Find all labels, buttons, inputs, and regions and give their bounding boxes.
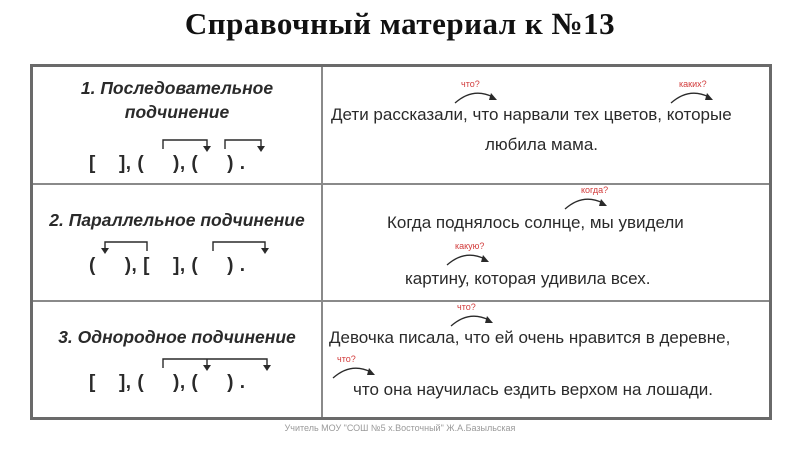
question-label: какую? [455,241,485,251]
question-label: каких? [679,79,707,89]
reference-table [30,64,772,420]
table-row-sequential [33,67,769,183]
row-heading: подчинение [124,102,230,122]
left-cell [33,67,321,183]
right-cell [323,302,769,417]
example-sentence: Дети рассказали, что нарвали тех цветов, которые [331,105,732,124]
question-arrow [667,85,717,107]
question-label: когда? [581,185,609,195]
example-sentence: любила мама. [485,135,599,154]
question-label: что? [457,302,476,312]
scheme: [ ], ( ), ( ) . [89,153,246,174]
right-cell [323,185,769,300]
example-sentence: картину, которая удивила всех. [405,269,651,288]
table-row-homogeneous [33,302,769,417]
row-heading: 1. Последовательное [80,78,274,98]
left-cell [33,185,321,300]
left-cell [33,302,321,417]
example-sentence: Когда поднялось солнце, мы увидели [387,213,684,232]
question-arrow [561,191,611,213]
row-heading: 3. Однородное подчинение [58,327,296,347]
scheme: [ ], ( ), ( ) . [89,372,246,393]
example-sentence: что она научилась ездить верхом на лошади. [353,380,713,399]
question-label: что? [337,354,356,364]
right-cell [323,67,769,183]
question-arrow [329,360,379,382]
scheme: ( ), [ ], ( ) . [89,255,246,276]
question-arrow [451,85,501,107]
question-arrow [447,308,497,330]
question-label: что? [461,79,480,89]
row-heading: 2. Параллельное подчинение [49,210,305,230]
table-row-parallel [33,185,769,300]
page-title: Справочный материал к №13 [184,6,616,41]
question-arrow [443,247,493,269]
footer-credit: Учитель МОУ "СОШ №5 х.Восточный" Ж.А.Базыльская [284,423,516,433]
example-sentence: Девочка писала, что ей очень нравится в деревне, [329,328,731,347]
